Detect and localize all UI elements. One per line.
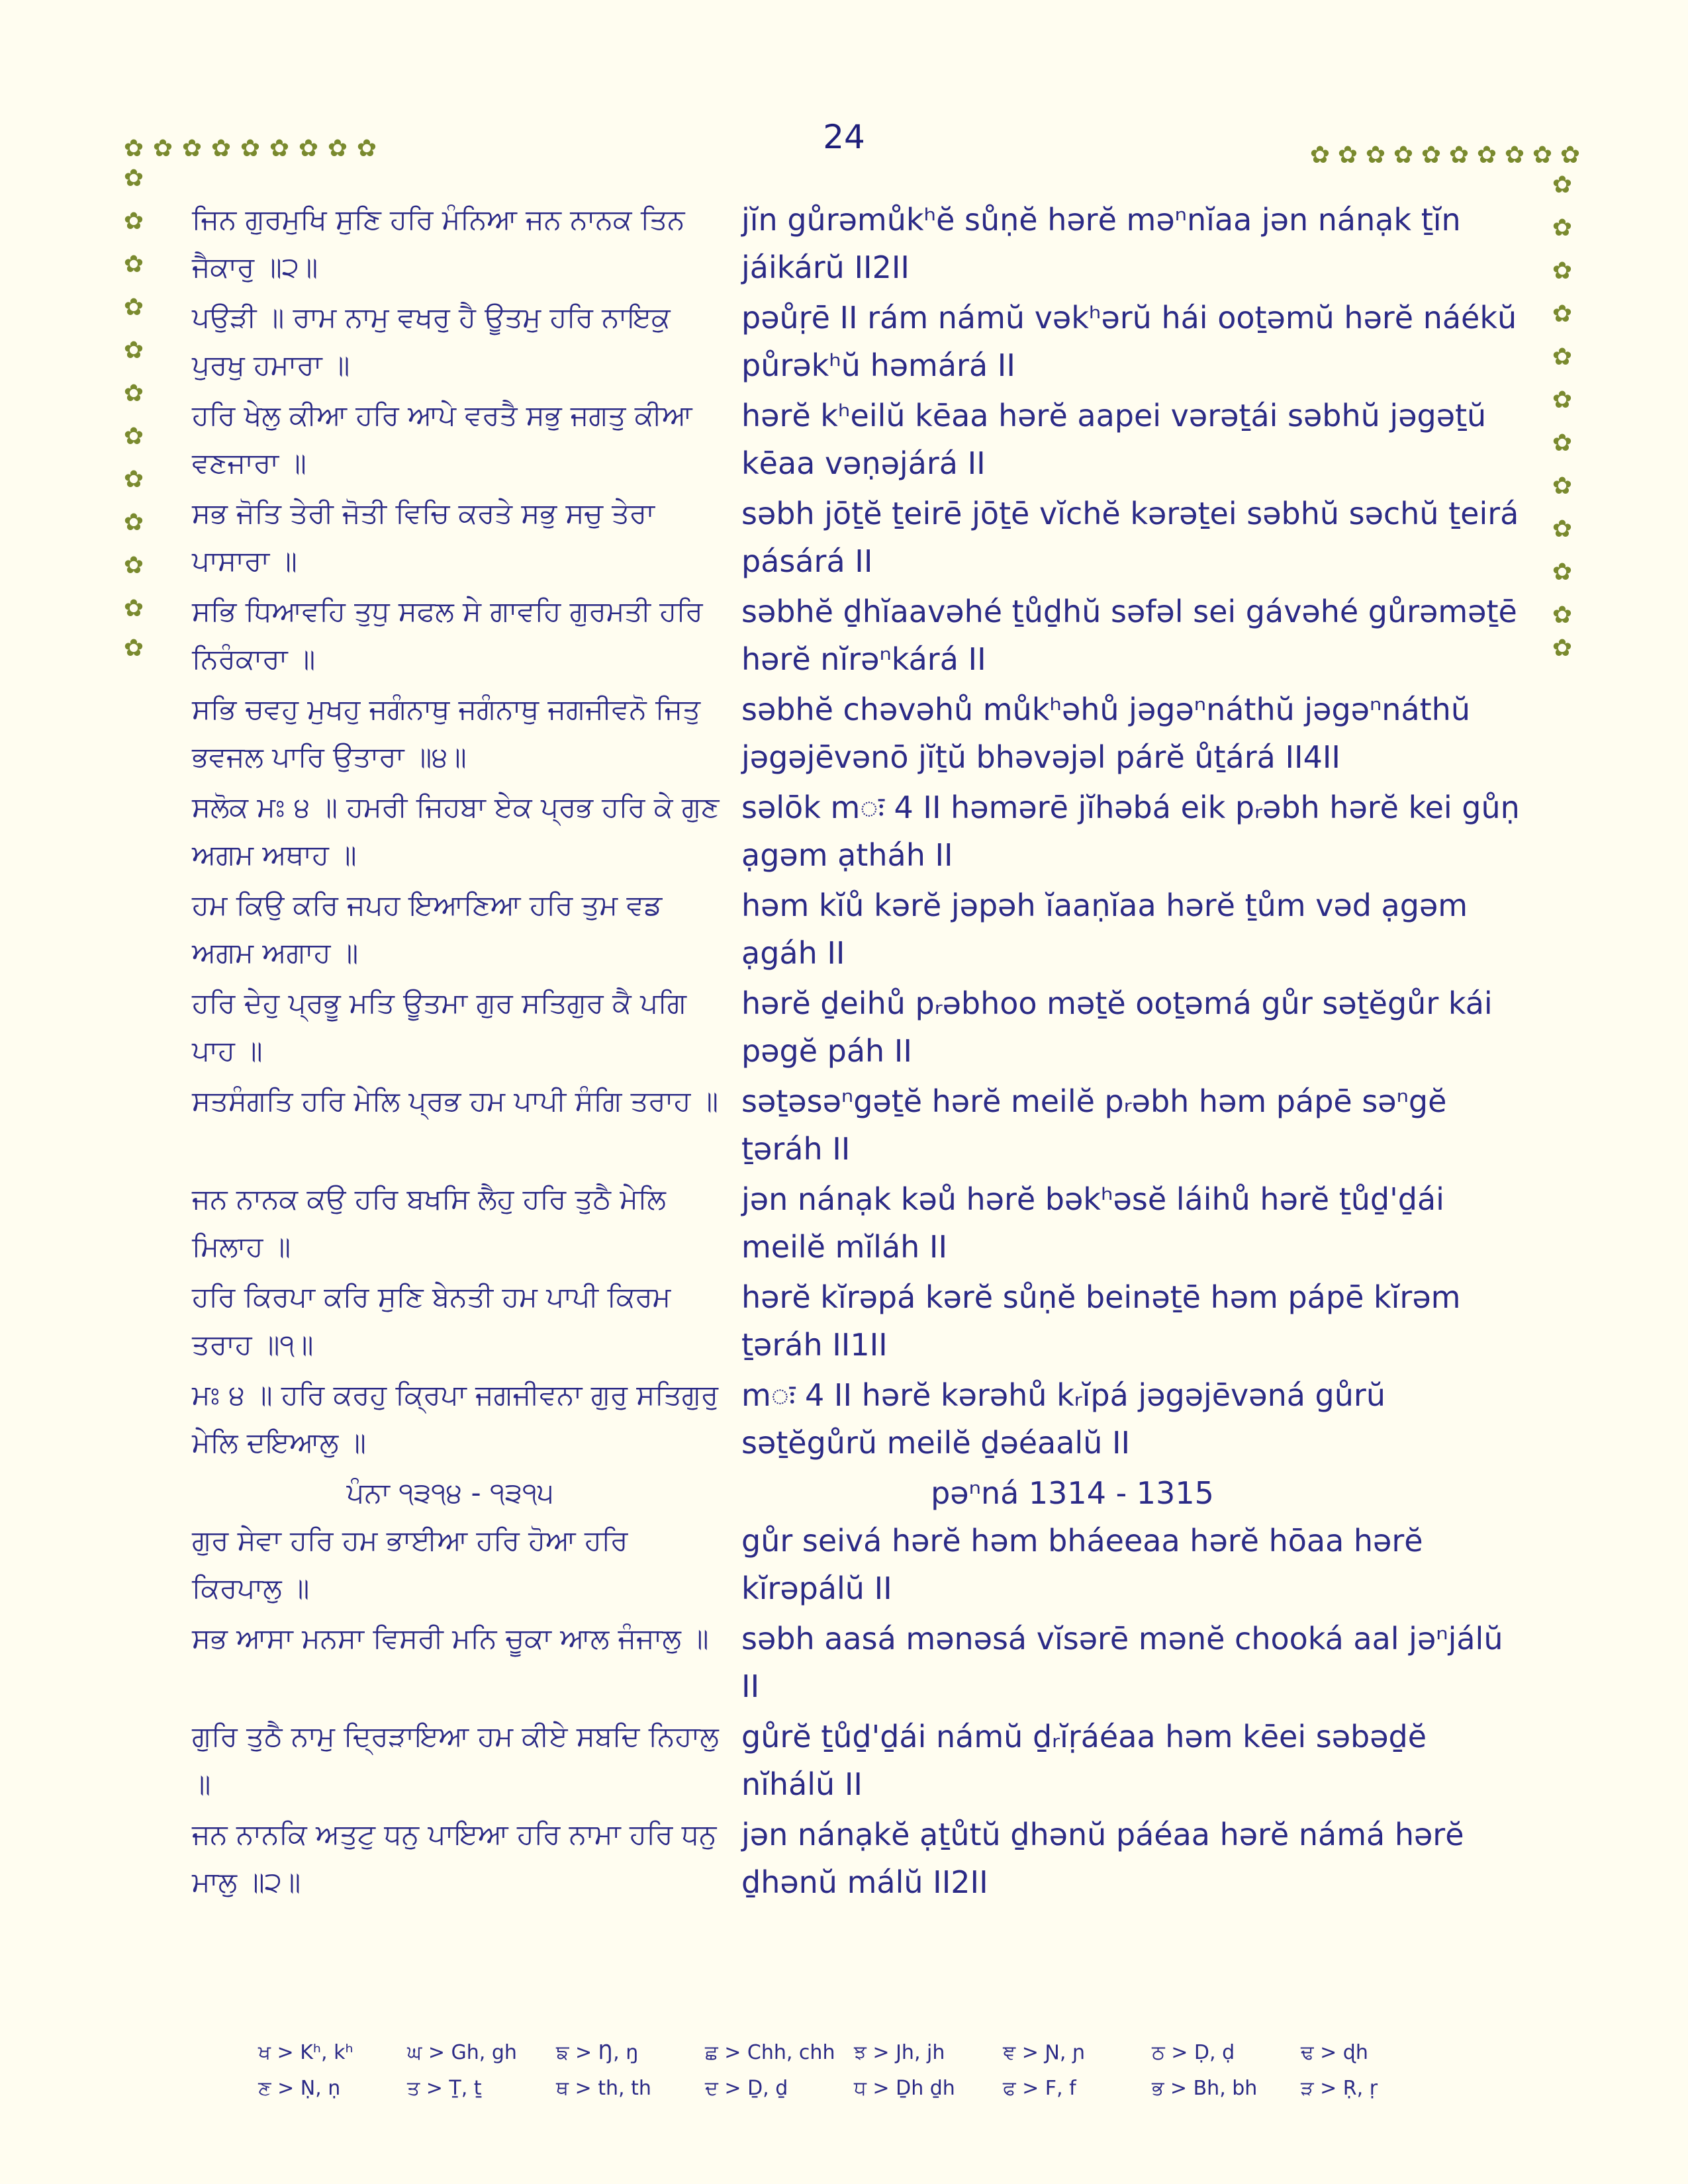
flower-ornament-icon: ✿: [240, 135, 261, 162]
verse-row: [192, 294, 1523, 389]
flower-ornament-icon: ✿: [1393, 142, 1414, 169]
flower-ornament-icon: ✿: [1552, 257, 1573, 285]
gurmukhi-line: ਪਉੜੀ ॥ ਰਾਮ ਨਾਮੁ ਵਖਰੁ ਹੈ ਊਤਮੁ ਹਰਿ ਨਾਇਕੁ ਪੁਰਖੁ ਹਮਾਰਾ ॥: [192, 301, 671, 381]
flower-ornament-icon: ✿: [211, 135, 232, 162]
gurmukhi-line: ਸਲੋਕ ਮਃ ੪ ॥ ਹਮਰੀ ਜਿਹਬਾ ਏਕ ਪ੍ਰਭ ਹਰਿ ਕੇ ਗੁਣ ਅਗਮ ਅਥਾਹ ॥: [192, 791, 720, 871]
gurmukhi-line: ਹਮ ਕਿਉ ਕਰਿ ਜਪਹ ਇਆਣਿਆ ਹਰਿ ਤੁਮ ਵਡ ਅਗਮ ਅਗਾਹ ॥: [192, 889, 663, 969]
legend-item: ੜ > Ṛ, ṛ: [1301, 2077, 1378, 2100]
gurmukhi-line: ਸਭ ਜੋਤਿ ਤੇਰੀ ਜੋਤੀ ਵਿਚਿ ਕਰਤੇ ਸਭੁ ਸਚੁ ਤੇਰਾ ਪਾਸਾਰਾ ॥: [192, 497, 655, 577]
legend-item: ਙ > Ŋ, ŋ: [556, 2041, 639, 2064]
legend-item: ਧ > Ḏh ḏh: [854, 2077, 955, 2100]
gurmukhi-line: ਗੁਰ ਸੇਵਾ ਹਰਿ ਹਮ ਭਾਈਆ ਹਰਿ ਹੋਆ ਹਰਿ ਕਿਰਪਾਲੁ ॥: [192, 1524, 628, 1604]
verse-row: [192, 686, 1523, 781]
flower-ornament-icon: ✿: [269, 135, 290, 162]
gurmukhi-line: ਜਨ ਨਾਨਕ ਕਉ ਹਰਿ ਬਖਸਿ ਲੈਹੁ ਹਰਿ ਤੁਠੈ ਮੇਲਿ ਮਿਲਾਹ ॥: [192, 1183, 666, 1263]
flower-ornament-icon: ✿: [1552, 214, 1573, 242]
transliteration-line: səlōk mः 4 II həmərē jĭhəbá eik pᵣəbh hərĕ kei gůṇ ạgəm ạtháh II: [741, 790, 1520, 873]
gurmukhi-line: ਗੁਰਿ ਤੁਠੈ ਨਾਮੁ ਦ੍ਰਿੜਾਇਆ ਹਮ ਕੀਏ ਸਬਦਿ ਨਿਹਾਲੁ ॥: [192, 1720, 719, 1800]
transliteration-line: hərĕ kĭrəpá kərĕ sůṇĕ beinəṯē həm pápē kĭrəm ṯəráh II1II: [741, 1279, 1461, 1363]
legend-row: [258, 2071, 1450, 2107]
verse-row: [192, 1713, 1523, 1808]
transliteration-line: səṯəsəⁿgəṯĕ hərĕ meilĕ pᵣəbh həm pápē səⁿgĕ ṯəráh II: [741, 1083, 1447, 1167]
transliteration-line: hərĕ ḏeihů pᵣəbhoo məṯĕ ooṯəmá gůr səṯĕgůr kái pəgĕ páh II: [741, 985, 1493, 1069]
legend-item: ਛ > Chh, chh: [705, 2041, 835, 2064]
flower-ornament-icon: ✿: [152, 135, 173, 162]
verse-row: [192, 1273, 1523, 1369]
transliteration-line: səbh jōṯĕ ṯeirē jōṯē vĭchĕ kərəṯei səbhŭ səchŭ ṯeirá pásárá II: [741, 496, 1519, 579]
gurmukhi-line: ਸਭ ਆਸਾ ਮਨਸਾ ਵਿਸਰੀ ਮਨਿ ਚੂਕਾ ਆਲ ਜੰਜਾਲੁ ॥: [192, 1622, 709, 1655]
transliteration-line: jĭn gůrəmůkʰĕ sůṇĕ hərĕ məⁿnĭaa jən nánạk ṯĭn jáikárŭ II2II: [741, 202, 1461, 285]
transliteration-legend: [258, 2035, 1450, 2107]
flower-ornament-icon: ✿: [181, 135, 203, 162]
flower-ornament-icon: ✿: [123, 466, 144, 493]
flower-ornament-icon: ✿: [1476, 142, 1497, 169]
gurmukhi-line: ਮਃ ੪ ॥ ਹਰਿ ਕਰਹੁ ਕ੍ਰਿਪਾ ਜਗਜੀਵਨਾ ਗੁਰੁ ਸਤਿਗੁਰੁ ਮੇਲਿ ਦਇਆਲੁ ॥: [192, 1379, 719, 1459]
flower-ornament-icon: ✿: [123, 509, 144, 536]
flower-ornament-icon: ✿: [1552, 171, 1573, 199]
verse-table: [192, 196, 1523, 1909]
transliteration-line: hərĕ kʰeilŭ kēaa hərĕ aapei vərəṯái səbhŭ jəgəṯŭ kēaa vəṇəjárá II: [741, 398, 1487, 481]
legend-row: [258, 2035, 1450, 2071]
flower-ornament-icon: ✿: [1552, 559, 1573, 586]
flower-ornament-icon: ✿: [123, 380, 144, 407]
legend-item: ਫ > F, f: [1003, 2077, 1076, 2100]
verse-row: [192, 979, 1523, 1075]
flower-ornament-icon: ✿: [123, 165, 144, 192]
flower-ornament-icon: ✿: [1552, 343, 1573, 371]
legend-item: ਦ > Ḏ, ḏ: [705, 2077, 788, 2100]
legend-item: ਖ > Kʰ, kʰ: [258, 2041, 353, 2064]
verse-row: [192, 588, 1523, 683]
panna-gurmukhi: ਪੰਨਾ ੧੩੧੪ - ੧੩੧੫: [346, 1477, 554, 1509]
transliteration-line: səbhĕ ḏhĭaavəhé ṯůḏhŭ səfəl sei gávəhé gůrəməṯē hərĕ nĭrəⁿkárá II: [741, 594, 1517, 677]
transliteration-line: jən nánạk kəů hərĕ bəkʰəsĕ láihů hərĕ ṯůḏ'ḏái meilĕ mĭláh II: [741, 1181, 1444, 1265]
flower-ornament-icon: ✿: [1552, 635, 1573, 662]
flower-ornament-icon: ✿: [1552, 602, 1573, 629]
gurmukhi-line: ਜਿਨ ਗੁਰਮੁਖਿ ਸੁਣਿ ਹਰਿ ਮੰਨਿਆ ਜਨ ਨਾਨਕ ਤਿਨ ਜੈਕਾਰੁ ॥੨॥: [192, 203, 685, 283]
flower-ornament-icon: ✿: [123, 552, 144, 579]
flower-ornament-icon: ✿: [1552, 387, 1573, 414]
flower-ornament-icon: ✿: [1337, 142, 1358, 169]
transliteration-line: həm kĭů kərĕ jəpəh ĭaaṇĭaa hərĕ ṯům vəd ạgəm ạgáh II: [741, 887, 1468, 971]
flower-ornament-icon: ✿: [1560, 142, 1581, 169]
legend-item: ਣ > Ṇ, ṇ: [258, 2077, 341, 2100]
flower-ornament-icon: ✿: [123, 423, 144, 450]
verse-row: [192, 1615, 1523, 1710]
transliteration-line: səbh aasá mənəsá vĭsərē mənĕ chooká aal jəⁿjálŭ II: [741, 1621, 1503, 1704]
flower-ornament-icon: ✿: [1504, 142, 1525, 169]
page-number: 24: [823, 118, 865, 156]
gurmukhi-line: ਹਰਿ ਖੇਲੁ ਕੀਆ ਹਰਿ ਆਪੇ ਵਰਤੈ ਸਭੁ ਜਗਤੁ ਕੀਆ ਵਣਜਾਰਾ ॥: [192, 399, 692, 479]
transliteration-line: jən nánạkĕ ạṯůtŭ ḏhənŭ páéaa hərĕ námá hərĕ ḏhənŭ málŭ II2II: [741, 1817, 1464, 1900]
transliteration-line: səbhĕ chəvəhů můkʰəhů jəgəⁿnáthŭ jəgəⁿnáthŭ jəgəjēvənō jĭṯŭ bhəvəjəl párĕ ůṯárá II4II: [741, 692, 1470, 775]
page-range-heading: [192, 1469, 1523, 1517]
flower-ornament-icon: ✿: [123, 135, 144, 162]
legend-item: ਭ > Bh, bh: [1152, 2077, 1258, 2100]
gurmukhi-line: ਸਤਸੰਗਤਿ ਹਰਿ ਮੇਲਿ ਪ੍ਰਭ ਹਮ ਪਾਪੀ ਸੰਗਿ ਤਰਾਹ ॥: [192, 1085, 719, 1117]
transliteration-line: mः 4 II hərĕ kərəhů kᵣĭpá jəgəjēvəná gůrŭ səṯĕgůrŭ meilĕ ḏəéaalŭ II: [741, 1377, 1385, 1461]
flower-ornament-icon: ✿: [1365, 142, 1386, 169]
gurmukhi-line: ਹਰਿ ਕਿਰਪਾ ਕਰਿ ਸੁਣਿ ਬੇਨਤੀ ਹਮ ਪਾਪੀ ਕਿਰਮ ਤਰਾਹ ॥੧॥: [192, 1281, 671, 1361]
verse-row: [192, 490, 1523, 585]
flower-ornament-icon: ✿: [1421, 142, 1442, 169]
flower-ornament-icon: ✿: [123, 294, 144, 321]
transliteration-line: gůr seivá hərĕ həm bháeeaa hərĕ hōaa hərĕ kĭrəpálŭ II: [741, 1523, 1423, 1606]
legend-item: ਘ > Gh, gh: [407, 2041, 517, 2064]
flower-ornament-icon: ✿: [123, 208, 144, 235]
gurmukhi-line: ਸਭਿ ਧਿਆਵਹਿ ਤੁਧੁ ਸਫਲ ਸੇ ਗਾਵਹਿ ਗੁਰਮਤੀ ਹਰਿ ਨਿਰੰਕਾਰਾ ॥: [192, 595, 703, 675]
legend-item: ਞ > Ɲ, ɲ: [1003, 2041, 1086, 2064]
verse-row: [192, 1077, 1523, 1173]
verse-row: [192, 882, 1523, 977]
flower-ornament-icon: ✿: [298, 135, 319, 162]
legend-item: ਤ > Ṯ, ṯ: [407, 2077, 482, 2100]
gurmukhi-line: ਹਰਿ ਦੇਹੁ ਪ੍ਰਭੂ ਮਤਿ ਊਤਮਾ ਗੁਰ ਸਤਿਗੁਰ ਕੈ ਪਗਿ ਪਾਹ ॥: [192, 987, 686, 1067]
flower-ornament-icon: ✿: [1448, 142, 1470, 169]
verse-row: [192, 196, 1523, 291]
flower-ornament-icon: ✿: [327, 135, 348, 162]
gurmukhi-line: ਸਭਿ ਚਵਹੁ ਮੁਖਹੁ ਜਗੰਨਾਥੁ ਜਗੰਨਾਥੁ ਜਗਜੀਵਨੋ ਜਿਤੁ ਭਵਜਲ ਪਾਰਿ ਉਤਾਰਾ ॥੪॥: [192, 693, 700, 773]
flower-ornament-icon: ✿: [123, 635, 144, 662]
flower-ornament-icon: ✿: [356, 135, 377, 162]
flower-ornament-icon: ✿: [123, 337, 144, 364]
verse-row: [192, 1811, 1523, 1906]
flower-ornament-icon: ✿: [1552, 300, 1573, 328]
legend-item: ਥ > th, th: [556, 2077, 651, 2100]
verse-row: [192, 1175, 1523, 1271]
legend-item: ਠ > Ḍ, ḍ: [1152, 2041, 1235, 2064]
flower-ornament-icon: ✿: [1552, 430, 1573, 457]
flower-ornament-icon: ✿: [1309, 142, 1331, 169]
legend-item: ਝ > Jh, jh: [854, 2041, 945, 2064]
flower-ornament-icon: ✿: [123, 251, 144, 278]
verse-row: [192, 1517, 1523, 1612]
flower-ornament-icon: ✿: [123, 595, 144, 622]
verse-row: [192, 1371, 1523, 1467]
legend-item: ਢ > ɖh: [1301, 2041, 1368, 2064]
transliteration-line: gůrĕ ṯůḏ'ḏái námŭ ḏᵣĭṛáéaa həm kēei səbəḏĕ nĭhálŭ II: [741, 1719, 1427, 1802]
transliteration-line: pəůṛē II rám námŭ vəkʰərŭ hái ooṯəmŭ hərĕ náékŭ půrəkʰŭ həmárá II: [741, 300, 1517, 383]
verse-row: [192, 784, 1523, 879]
flower-ornament-icon: ✿: [1532, 142, 1553, 169]
verse-row: [192, 392, 1523, 487]
gurmukhi-line: ਜਨ ਨਾਨਕਿ ਅਤੁਟੁ ਧਨੁ ਪਾਇਆ ਹਰਿ ਨਾਮਾ ਹਰਿ ਧਨੁ ਮਾਲੁ ॥੨॥: [192, 1818, 717, 1898]
flower-ornament-icon: ✿: [1552, 473, 1573, 500]
flower-ornament-icon: ✿: [1552, 516, 1573, 543]
panna-roman: pəⁿná 1314 - 1315: [931, 1475, 1214, 1511]
